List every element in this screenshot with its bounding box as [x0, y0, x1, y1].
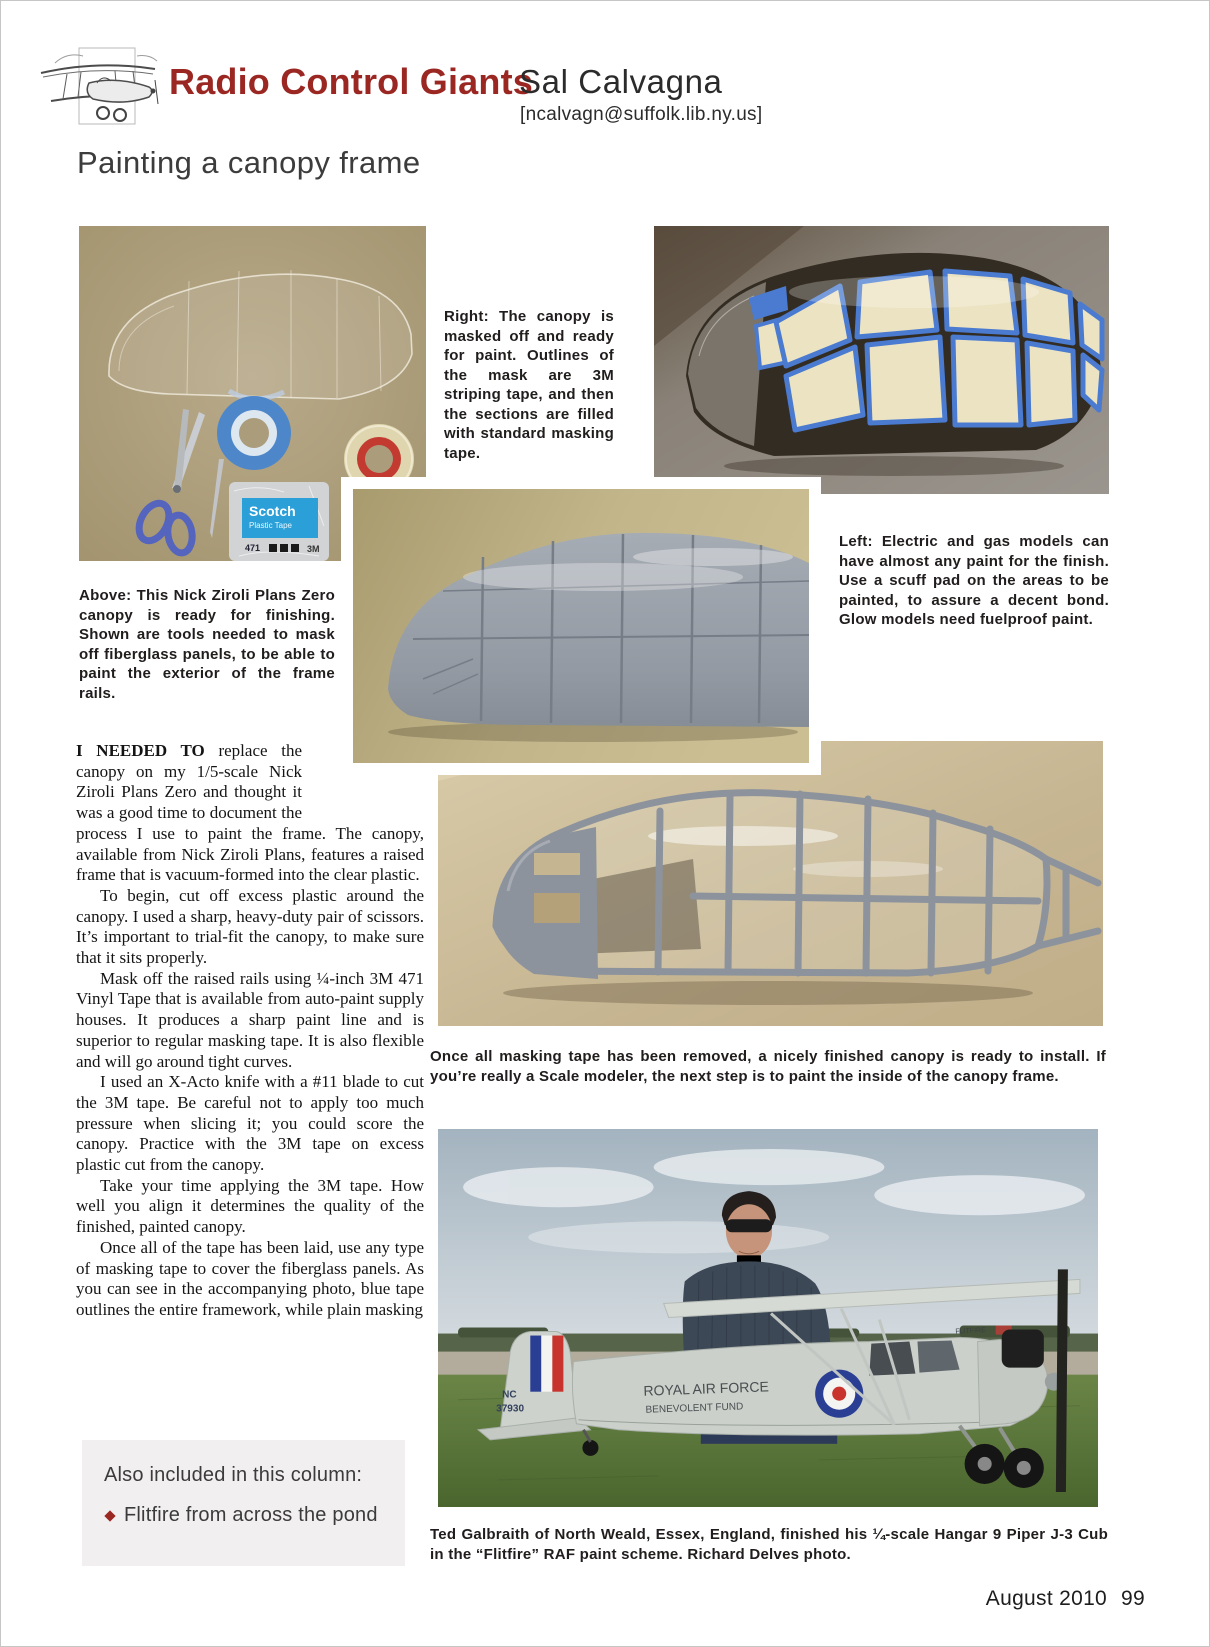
caption-flitfire: Ted Galbraith of North Weald, Essex, England, finished his ¼-scale Hangar 9 Piper J-3 Cub in the “Flitfire” RAF paint scheme. Richard Delves photo.: [430, 1526, 1108, 1563]
raf-fund-label: BENEVOLENT FUND: [645, 1401, 744, 1416]
footer-page-number: 99: [1121, 1587, 1145, 1610]
photo-canopy-painted: [341, 477, 821, 775]
caption-masked: Right: The canopy is masked off and ready for paint. Outlines of the mask are 3M striping tape, and then the sections are filled with standard masking tape.: [444, 308, 614, 462]
caption-painted: Left: Electric and gas models can have almost any paint for the finish. Use a scuff pad on the areas to be painted, to assure a decent bond. Glow models need fuelproof paint.: [839, 533, 1109, 628]
scotch-num-label: 471: [245, 543, 261, 553]
text-wrap-spacer: [302, 741, 424, 805]
photo-flitfire-cub: [438, 1129, 1098, 1507]
bullet-diamond-icon: [104, 1510, 115, 1521]
caption-tools: Above: This Nick Ziroli Plans Zero canopy is ready for finishing. Shown are tools needed to mask off fiberglass panels, to be able to paint the exterior of the frame rails.: [79, 587, 335, 702]
column-title: Radio Control Giants: [169, 61, 533, 102]
flitfire-name-label: FLITFIRE: [955, 1326, 986, 1336]
body-paragraph: Once all of the tape has been laid, use any type of masking tape to cover the fiberglass panels. As you can see in the accompanying photo, blue tape outlines the entire framework, while plain masking: [76, 1237, 424, 1319]
author-name: Sal Calvagna: [519, 63, 723, 100]
also-included-box: [82, 1440, 405, 1566]
scotch-sub-label: Plastic Tape: [249, 521, 292, 530]
article-body: [76, 741, 424, 1321]
tail-number-label: 37930: [496, 1403, 525, 1415]
lead-in: I NEEDED TO: [76, 741, 205, 760]
article-title: Painting a canopy frame: [77, 145, 421, 180]
body-paragraph: Take your time applying the 3M tape. How well you align it determines the quality of the finished, painted canopy.: [76, 1175, 424, 1237]
author-email: [ncalvagn@suffolk.lib.ny.us]: [520, 104, 763, 125]
body-paragraph: Mask off the raised rails using ¼-inch 3M 471 Vinyl Tape that is available from auto-paint supply houses. It produces a sharp paint line and is superior to regular masking tape. It is also flexible and will go around tight curves.: [76, 968, 424, 1071]
biplane-sketch-icon: [37, 43, 167, 131]
body-paragraph: I used an X-Acto knife with a #11 blade to cut the 3M tape. Be careful not to apply too much pressure when slicing it; you could score the canopy. Practice with the 3M tape on excess plastic cut from the canopy.: [76, 1072, 424, 1175]
caption-finished: Once all masking tape has been removed, a nicely finished canopy is ready to install. If you’re really a Scale modeler, the next step is to paint the inside of the canopy frame.: [430, 1048, 1106, 1085]
photo-canopy-masked: [654, 226, 1109, 494]
box-item: [104, 1504, 405, 1527]
raf-title-label: ROYAL AIR FORCE: [643, 1378, 770, 1399]
box-item-label: Flitfire from across the pond: [124, 1504, 378, 1526]
page-footer: [986, 1587, 1145, 1611]
tail-nc-label: NC: [502, 1389, 517, 1401]
body-paragraph: To begin, cut off excess plastic around the canopy. I used a sharp, heavy-duty pair of scissors. It’s important to trial-fit the canopy, to make sure that it sits properly.: [76, 885, 424, 968]
photo-canopy-finished: [438, 741, 1103, 1026]
footer-date: August 2010: [985, 1587, 1108, 1610]
box-heading: Also included in this column:: [104, 1464, 363, 1486]
scotch-brand-label: Scotch: [249, 503, 296, 519]
paragraph-text: replace the canopy on my 1/5-scale Nick Ziroli Plans Zero and thought it was a good time to document the process I use to paint the frame. The canopy, available from Nick Ziroli Plans, features a raised frame that is vacuum-formed into the clear plastic.: [76, 741, 424, 885]
scotch-3m-label: 3M: [307, 544, 320, 554]
